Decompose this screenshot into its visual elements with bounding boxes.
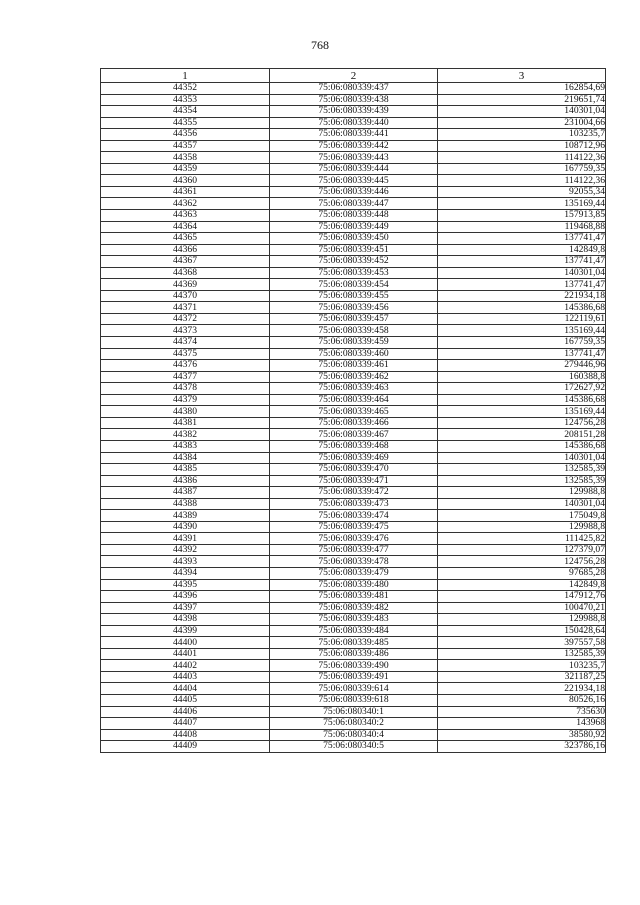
cadastral-number-cell: 75:06:080340:4 — [270, 729, 438, 741]
value-cell: 108712,96 — [438, 140, 606, 152]
row-number-cell: 44357 — [101, 140, 270, 152]
table-row — [101, 186, 606, 198]
cadastral-number-cell: 75:06:080339:481 — [270, 591, 438, 603]
column-header-2: 2 — [270, 69, 438, 83]
cadastral-number-cell: 75:06:080339:446 — [270, 186, 438, 198]
value-cell: 397557,58 — [438, 637, 606, 649]
row-number-cell: 44406 — [101, 706, 270, 718]
cadastral-number-cell: 75:06:080339:438 — [270, 94, 438, 106]
value-cell: 157913,85 — [438, 210, 606, 222]
value-cell: 132585,39 — [438, 475, 606, 487]
table-row — [101, 175, 606, 187]
value-cell: 145386,68 — [438, 440, 606, 452]
table-row — [101, 429, 606, 441]
table-row — [101, 406, 606, 418]
row-number-cell: 44355 — [101, 117, 270, 129]
value-cell: 129988,8 — [438, 614, 606, 626]
value-cell: 111425,82 — [438, 533, 606, 545]
table-row — [101, 244, 606, 256]
value-cell: 92055,34 — [438, 186, 606, 198]
row-number-cell: 44392 — [101, 544, 270, 556]
row-number-cell: 44404 — [101, 683, 270, 695]
value-cell: 143968 — [438, 718, 606, 730]
value-cell: 137741,47 — [438, 348, 606, 360]
cadastral-number-cell: 75:06:080339:469 — [270, 452, 438, 464]
row-number-cell: 44394 — [101, 567, 270, 579]
table-row — [101, 417, 606, 429]
table-row — [101, 464, 606, 476]
value-cell: 162854,69 — [438, 83, 606, 95]
table-row — [101, 487, 606, 499]
row-number-cell: 44388 — [101, 498, 270, 510]
table-row — [101, 210, 606, 222]
value-cell: 122119,61 — [438, 313, 606, 325]
table-row — [101, 625, 606, 637]
row-number-cell: 44352 — [101, 83, 270, 95]
cadastral-number-cell: 75:06:080339:452 — [270, 256, 438, 268]
row-number-cell: 44382 — [101, 429, 270, 441]
table-row — [101, 383, 606, 395]
value-cell: 129988,8 — [438, 487, 606, 499]
table-row — [101, 475, 606, 487]
value-cell: 145386,68 — [438, 302, 606, 314]
value-cell: 160388,8 — [438, 371, 606, 383]
value-cell: 135169,44 — [438, 406, 606, 418]
cadastral-number-cell: 75:06:080339:475 — [270, 521, 438, 533]
value-cell: 103235,7 — [438, 660, 606, 672]
table-row — [101, 741, 606, 753]
table-row — [101, 729, 606, 741]
value-cell: 208151,28 — [438, 429, 606, 441]
cadastral-number-cell: 75:06:080339:478 — [270, 556, 438, 568]
row-number-cell: 44363 — [101, 210, 270, 222]
table-row — [101, 117, 606, 129]
table-row — [101, 267, 606, 279]
cadastral-number-cell: 75:06:080339:471 — [270, 475, 438, 487]
row-number-cell: 44362 — [101, 198, 270, 210]
table-row — [101, 510, 606, 522]
cadastral-number-cell: 75:06:080339:448 — [270, 210, 438, 222]
value-cell: 135169,44 — [438, 198, 606, 210]
row-number-cell: 44369 — [101, 279, 270, 291]
value-cell: 323786,16 — [438, 741, 606, 753]
value-cell: 127379,07 — [438, 544, 606, 556]
data-table — [100, 68, 606, 753]
table-row — [101, 660, 606, 672]
table-body — [101, 83, 606, 753]
value-cell: 279446,96 — [438, 360, 606, 372]
value-cell: 175049,8 — [438, 510, 606, 522]
table-row — [101, 521, 606, 533]
value-cell: 135169,44 — [438, 325, 606, 337]
table-row — [101, 256, 606, 268]
table-row — [101, 313, 606, 325]
cadastral-number-cell: 75:06:080339:444 — [270, 163, 438, 175]
value-cell: 132585,39 — [438, 648, 606, 660]
cadastral-number-cell: 75:06:080339:466 — [270, 417, 438, 429]
row-number-cell: 44386 — [101, 475, 270, 487]
value-cell: 321187,25 — [438, 671, 606, 683]
row-number-cell: 44372 — [101, 313, 270, 325]
row-number-cell: 44384 — [101, 452, 270, 464]
table-row — [101, 163, 606, 175]
row-number-cell: 44389 — [101, 510, 270, 522]
cadastral-number-cell: 75:06:080340:2 — [270, 718, 438, 730]
row-number-cell: 44396 — [101, 591, 270, 603]
row-number-cell: 44397 — [101, 602, 270, 614]
value-cell: 140301,04 — [438, 498, 606, 510]
cadastral-number-cell: 75:06:080339:618 — [270, 694, 438, 706]
row-number-cell: 44402 — [101, 660, 270, 672]
row-number-cell: 44364 — [101, 221, 270, 233]
table-header-row — [101, 69, 606, 83]
cadastral-number-cell: 75:06:080339:483 — [270, 614, 438, 626]
table-row — [101, 683, 606, 695]
row-number-cell: 44393 — [101, 556, 270, 568]
table-row — [101, 221, 606, 233]
row-number-cell: 44385 — [101, 464, 270, 476]
row-number-cell: 44374 — [101, 337, 270, 349]
cadastral-number-cell: 75:06:080339:477 — [270, 544, 438, 556]
table-row — [101, 591, 606, 603]
table-row — [101, 544, 606, 556]
value-cell: 142849,8 — [438, 579, 606, 591]
cadastral-number-cell: 75:06:080339:461 — [270, 360, 438, 372]
row-number-cell: 44353 — [101, 94, 270, 106]
cadastral-number-cell: 75:06:080339:450 — [270, 233, 438, 245]
cadastral-number-cell: 75:06:080339:459 — [270, 337, 438, 349]
cadastral-number-cell: 75:06:080339:479 — [270, 567, 438, 579]
cadastral-number-cell: 75:06:080339:486 — [270, 648, 438, 660]
table-row — [101, 706, 606, 718]
cadastral-number-cell: 75:06:080339:440 — [270, 117, 438, 129]
cadastral-number-cell: 75:06:080339:490 — [270, 660, 438, 672]
table-row — [101, 637, 606, 649]
value-cell: 80526,16 — [438, 694, 606, 706]
row-number-cell: 44359 — [101, 163, 270, 175]
row-number-cell: 44398 — [101, 614, 270, 626]
table-row — [101, 556, 606, 568]
table-row — [101, 83, 606, 95]
row-number-cell: 44375 — [101, 348, 270, 360]
table-row — [101, 614, 606, 626]
value-cell: 129988,8 — [438, 521, 606, 533]
table-row — [101, 452, 606, 464]
row-number-cell: 44407 — [101, 718, 270, 730]
table-row — [101, 198, 606, 210]
cadastral-number-cell: 75:06:080339:470 — [270, 464, 438, 476]
cadastral-number-cell: 75:06:080339:460 — [270, 348, 438, 360]
table-row — [101, 152, 606, 164]
table-row — [101, 129, 606, 141]
value-cell: 147912,76 — [438, 591, 606, 603]
table-row — [101, 325, 606, 337]
row-number-cell: 44381 — [101, 417, 270, 429]
row-number-cell: 44368 — [101, 267, 270, 279]
table-row — [101, 348, 606, 360]
value-cell: 172627,92 — [438, 383, 606, 395]
table-row — [101, 360, 606, 372]
row-number-cell: 44408 — [101, 729, 270, 741]
cadastral-number-cell: 75:06:080339:451 — [270, 244, 438, 256]
cadastral-number-cell: 75:06:080339:480 — [270, 579, 438, 591]
table-row — [101, 371, 606, 383]
table-row — [101, 648, 606, 660]
row-number-cell: 44366 — [101, 244, 270, 256]
row-number-cell: 44356 — [101, 129, 270, 141]
row-number-cell: 44391 — [101, 533, 270, 545]
cadastral-number-cell: 75:06:080339:472 — [270, 487, 438, 499]
cadastral-number-cell: 75:06:080339:456 — [270, 302, 438, 314]
row-number-cell: 44383 — [101, 440, 270, 452]
table-row — [101, 290, 606, 302]
cadastral-number-cell: 75:06:080339:491 — [270, 671, 438, 683]
value-cell: 137741,47 — [438, 233, 606, 245]
column-header-3: 3 — [438, 69, 606, 83]
table-row — [101, 671, 606, 683]
cadastral-number-cell: 75:06:080339:441 — [270, 129, 438, 141]
row-number-cell: 44373 — [101, 325, 270, 337]
table-row — [101, 602, 606, 614]
value-cell: 38580,92 — [438, 729, 606, 741]
value-cell: 735630 — [438, 706, 606, 718]
cadastral-number-cell: 75:06:080339:468 — [270, 440, 438, 452]
row-number-cell: 44395 — [101, 579, 270, 591]
value-cell: 231004,66 — [438, 117, 606, 129]
value-cell: 114122,36 — [438, 152, 606, 164]
table-row — [101, 694, 606, 706]
cadastral-number-cell: 75:06:080339:445 — [270, 175, 438, 187]
table-row — [101, 579, 606, 591]
row-number-cell: 44403 — [101, 671, 270, 683]
row-number-cell: 44377 — [101, 371, 270, 383]
cadastral-number-cell: 75:06:080339:447 — [270, 198, 438, 210]
cadastral-number-cell: 75:06:080339:473 — [270, 498, 438, 510]
cadastral-number-cell: 75:06:080339:449 — [270, 221, 438, 233]
value-cell: 137741,47 — [438, 279, 606, 291]
table-row — [101, 567, 606, 579]
table-row — [101, 440, 606, 452]
row-number-cell: 44378 — [101, 383, 270, 395]
cadastral-number-cell: 75:06:080340:1 — [270, 706, 438, 718]
cadastral-number-cell: 75:06:080339:485 — [270, 637, 438, 649]
cadastral-number-cell: 75:06:080339:462 — [270, 371, 438, 383]
table-row — [101, 279, 606, 291]
value-cell: 140301,04 — [438, 267, 606, 279]
value-cell: 124756,28 — [438, 417, 606, 429]
cadastral-number-cell: 75:06:080339:442 — [270, 140, 438, 152]
value-cell: 142849,8 — [438, 244, 606, 256]
table-row — [101, 233, 606, 245]
value-cell: 100470,21 — [438, 602, 606, 614]
value-cell: 137741,47 — [438, 256, 606, 268]
table-row — [101, 94, 606, 106]
cadastral-number-cell: 75:06:080339:437 — [270, 83, 438, 95]
value-cell: 124756,28 — [438, 556, 606, 568]
cadastral-number-cell: 75:06:080339:474 — [270, 510, 438, 522]
cadastral-number-cell: 75:06:080339:458 — [270, 325, 438, 337]
cadastral-number-cell: 75:06:080339:465 — [270, 406, 438, 418]
cadastral-number-cell: 75:06:080339:443 — [270, 152, 438, 164]
row-number-cell: 44380 — [101, 406, 270, 418]
row-number-cell: 44370 — [101, 290, 270, 302]
row-number-cell: 44358 — [101, 152, 270, 164]
row-number-cell: 44376 — [101, 360, 270, 372]
column-header-1: 1 — [101, 69, 270, 83]
value-cell: 145386,68 — [438, 394, 606, 406]
table-row — [101, 302, 606, 314]
table-row — [101, 394, 606, 406]
cadastral-number-cell: 75:06:080339:614 — [270, 683, 438, 695]
row-number-cell: 44354 — [101, 106, 270, 118]
row-number-cell: 44379 — [101, 394, 270, 406]
value-cell: 140301,04 — [438, 106, 606, 118]
cadastral-number-cell: 75:06:080339:439 — [270, 106, 438, 118]
row-number-cell: 44387 — [101, 487, 270, 499]
row-number-cell: 44390 — [101, 521, 270, 533]
table-row — [101, 106, 606, 118]
table-row — [101, 337, 606, 349]
table-row — [101, 533, 606, 545]
value-cell: 150428,64 — [438, 625, 606, 637]
value-cell: 167759,35 — [438, 337, 606, 349]
value-cell: 219651,74 — [438, 94, 606, 106]
value-cell: 167759,35 — [438, 163, 606, 175]
cadastral-number-cell: 75:06:080339:457 — [270, 313, 438, 325]
value-cell: 103235,7 — [438, 129, 606, 141]
row-number-cell: 44367 — [101, 256, 270, 268]
cadastral-number-cell: 75:06:080339:467 — [270, 429, 438, 441]
row-number-cell: 44365 — [101, 233, 270, 245]
cadastral-number-cell: 75:06:080339:454 — [270, 279, 438, 291]
cadastral-number-cell: 75:06:080340:5 — [270, 741, 438, 753]
row-number-cell: 44401 — [101, 648, 270, 660]
cadastral-number-cell: 75:06:080339:464 — [270, 394, 438, 406]
value-cell: 97685,28 — [438, 567, 606, 579]
table-row — [101, 498, 606, 510]
row-number-cell: 44409 — [101, 741, 270, 753]
row-number-cell: 44400 — [101, 637, 270, 649]
table-row — [101, 140, 606, 152]
value-cell: 140301,04 — [438, 452, 606, 464]
value-cell: 114122,36 — [438, 175, 606, 187]
row-number-cell: 44405 — [101, 694, 270, 706]
cadastral-number-cell: 75:06:080339:482 — [270, 602, 438, 614]
cadastral-number-cell: 75:06:080339:484 — [270, 625, 438, 637]
row-number-cell: 44399 — [101, 625, 270, 637]
value-cell: 119468,88 — [438, 221, 606, 233]
page-number: 768 — [311, 38, 329, 52]
value-cell: 221934,18 — [438, 683, 606, 695]
value-cell: 132585,39 — [438, 464, 606, 476]
cadastral-number-cell: 75:06:080339:463 — [270, 383, 438, 395]
row-number-cell: 44360 — [101, 175, 270, 187]
cadastral-number-cell: 75:06:080339:476 — [270, 533, 438, 545]
row-number-cell: 44361 — [101, 186, 270, 198]
cadastral-number-cell: 75:06:080339:453 — [270, 267, 438, 279]
row-number-cell: 44371 — [101, 302, 270, 314]
table-row — [101, 718, 606, 730]
cadastral-number-cell: 75:06:080339:455 — [270, 290, 438, 302]
value-cell: 221934,18 — [438, 290, 606, 302]
